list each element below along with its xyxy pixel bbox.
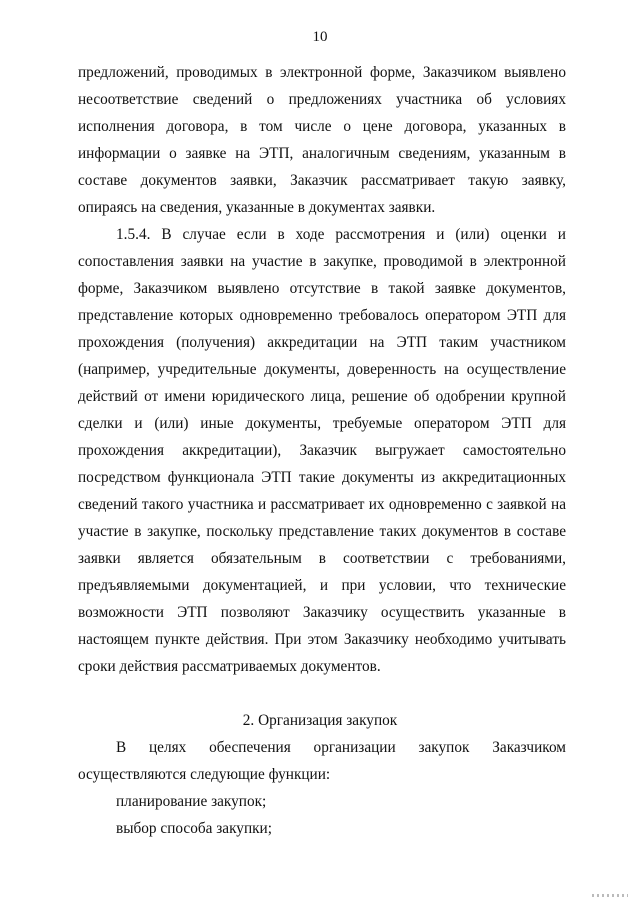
text-line: форме, Заказчиком выявлено отсутствие в такой заявке документов, (78, 280, 566, 297)
text-line: сведений такого участника и рассматривает их одновременно с заявкой на (78, 496, 566, 513)
text-line: (например, учредительные документы, доверенность на осуществление (78, 361, 566, 378)
text-line: участие в закупке, поскольку представление таких документов в составе (78, 523, 566, 540)
text-line: несоответствие сведений о предложениях участника об условиях (78, 91, 566, 108)
text-line: исполнения договора, в том числе о цене договора, указанных в (78, 118, 566, 135)
text-line: В целях обеспечения организации закупок Заказчиком (116, 739, 566, 756)
text-line: настоящем пункте действия. При этом Заказчику необходимо учитывать (78, 631, 566, 648)
section-heading: 2. Организация закупок (242, 712, 398, 729)
text-line: осуществляются следующие функции: (78, 766, 331, 783)
scan-artifact (592, 894, 628, 897)
text-line: 1.5.4. В случае если в ходе рассмотрения и (или) оценки и (116, 226, 566, 243)
text-line: возможности ЭТП позволяют Заказчику осуществить указанные в (78, 604, 566, 621)
text-line: действий от имени юридического лица, решение об одобрении крупной (78, 388, 566, 405)
text-line: прохождения аккредитации), Заказчик выгружает самостоятельно (78, 442, 566, 459)
text-line: прохождения (получения) аккредитации на ЭТП таким участником (78, 334, 566, 351)
text-line: информации о заявке на ЭТП, аналогичным сведениям, указанным в (78, 145, 566, 162)
text-line: сопоставления заявки на участие в закупке, проводимой в электронной (78, 253, 566, 270)
text-line: предложений, проводимых в электронной форме, Заказчиком выявлено (78, 64, 566, 81)
text-line: посредством функционала ЭТП такие документы из аккредитационных (78, 469, 566, 486)
list-item: выбор способа закупки; (116, 820, 272, 837)
text-line: сделки и (или) иные документы, требуемые оператором ЭТП для (78, 415, 566, 432)
text-line: опираясь на сведения, указанные в документах заявки. (78, 199, 436, 216)
text-line: представление которых одновременно требовалось оператором ЭТП для (78, 307, 566, 324)
list-item: планирование закупок; (116, 793, 267, 810)
text-line: заявки является обязательным в соответствии с требованиями, (78, 550, 566, 567)
text-line: предъявляемыми документацией, и при условии, что технические (78, 577, 566, 594)
text-line: сроки действия рассматриваемых документов. (78, 658, 381, 675)
page-number: 10 (312, 29, 328, 45)
text-line: составе документов заявки, Заказчик рассматривает такую заявку, (78, 172, 566, 189)
